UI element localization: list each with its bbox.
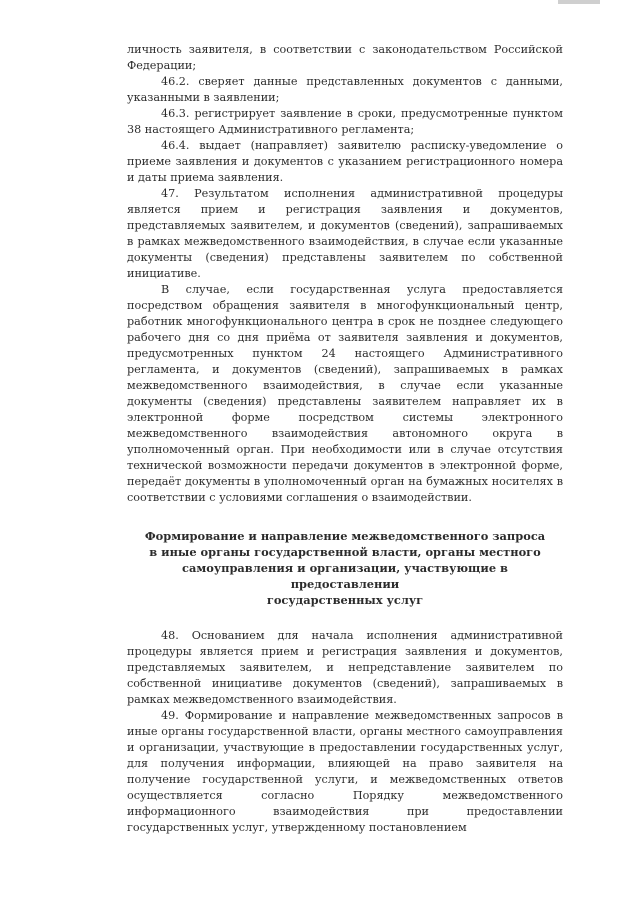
- heading-line: государственных услуг: [266, 593, 424, 607]
- paragraph-46-3: 46.3. регистрирует заявление в сроки, предусмотренные пунктом 38 настоящего Административного регламента;: [127, 107, 563, 136]
- heading-line: самоуправления и организации, участвующие в предоставлении: [182, 561, 508, 591]
- document-page: [127, 42, 563, 836]
- section-heading: [127, 528, 563, 608]
- heading-line: Формирование и направление межведомственного запроса: [144, 529, 546, 543]
- paragraph-mfc: В случае, если государственная услуга предоставляется посредством обращения заявителя в многофункциональный центр, работник многофункционального центра в срок не позднее следующего рабочего дня со дня приёма от заявителя заявления и документов, предусмотренных пунктом 24 настоящего Административного регламента, и документов (сведений), запрашиваемых в рамках межведомственного взаимодействия, в случае если указанные документы (сведения) представлены заявителем направляет их в электронной форме посредством системы электронного межведомственного взаимодействия автономного округа в уполномоченный орган. При необходимости или в случае отсутствия технической возможности передачи документов в электронной форме, передаёт документы в уполномоченный орган на бумажных носителях в соответствии с условиями соглашения о взаимодействии.: [127, 283, 563, 504]
- scan-edge-mark: [558, 0, 600, 4]
- paragraph-identity: личность заявителя, в соответствии с законодательством Российской Федерации;: [127, 43, 563, 72]
- paragraph-46-2: 46.2. сверяет данные представленных документов с данными, указанными в заявлении;: [127, 75, 563, 104]
- paragraph-47: 47. Результатом исполнения административной процедуры является прием и регистрация заявления и документов, представляемых заявителем, и документов (сведений), запрашиваемых в рамках межведомственного взаимодействия, в случае если указанные документы (сведения) представлены заявителем по собственной инициативе.: [127, 187, 563, 280]
- heading-line: в иные органы государственной власти, органы местного: [149, 545, 541, 559]
- paragraph-46-4: 46.4. выдает (направляет) заявителю расписку-уведомление о приеме заявления и документов с указанием регистрационного номера и даты приема заявления.: [127, 139, 563, 184]
- paragraph-49: 49. Формирование и направление межведомственных запросов в иные органы государственной власти, органы местного самоуправления и организации, участвующие в предоставлении государственных услуг, для получения информации, влияющей на право заявителя на получение государственной услуги, и межведомственных ответов осуществляется согласно Порядку межведомственного информационного взаимодействия при предоставлении государственных услуг, утвержденному постановлением: [127, 709, 563, 834]
- paragraph-48: 48. Основанием для начала исполнения административной процедуры является прием и регистрация заявления и документов, представляемых заявителем, и непредставление заявителем по собственной инициативе документов (сведений), запрашиваемых в рамках межведомственного взаимодействия.: [127, 629, 563, 706]
